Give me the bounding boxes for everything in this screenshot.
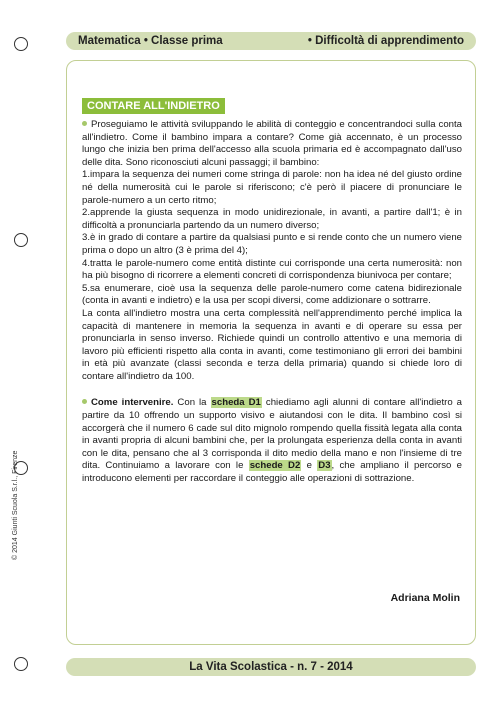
bullet-icon: [82, 121, 87, 126]
binder-hole: [14, 37, 28, 51]
paragraph: 3.è in grado di contare a partire da qualsiasi punto e si rende conto che un numero viene prima o dopo un altro (3 è prima del 4);: [82, 232, 462, 256]
paragraph: 2.apprende la giusta sequenza in modo unidirezionale, in avanti, a partire dall'1; è in difficoltà a pronunciarla partendo da un numero diverso;: [82, 207, 462, 231]
paragraph: 1.impara la sequenza dei numeri come stringa di parole: non ha idea né del giusto ordine né della numerosità cui le parole si riferiscono; c'è però il piacere di pronunciare le parole-numero a un certo ritmo;: [82, 169, 462, 206]
bullet-icon: [82, 399, 87, 404]
card-reference: D3: [318, 460, 331, 472]
card-reference: scheda D1: [211, 397, 261, 409]
copyright-notice: © 2014 Giunti Scuola S.r.l., Firenze: [12, 450, 19, 560]
paragraph: 5.sa enumerare, cioè usa la sequenza delle parole-numero come catena bidirezionale (conta in avanti e indietro) e la usa per scopi diversi, come addizionare o sottrarre.: [82, 282, 462, 307]
section-title: CONTARE ALL'INDIETRO: [82, 98, 225, 114]
intervene-paragraph: Come intervenire. Con la scheda D1 chiediamo agli alunni di contare all'indietro a partire da 10 offrendo un supporto visivo e aiutandosi con le dita. Il bambino così si accorgerà che il numero 6 cade sul dito mignolo rompendo quella fissità legata alla conta in avanti propria di alcuni bambini che, per la prolungata esperienza della conta in avanti con le dita, pensano che al 3 corrisponda il dito medio della mano e non l'insieme di tre dita. Continuiamo a lavorare con le schede D2 e D3, che ampliano il percorso e introducono elementi per raccordare il conteggio alle operazioni di sottrazione.: [82, 397, 463, 485]
page-footer: La Vita Scolastica - n. 7 - 2014: [66, 658, 476, 676]
article-body: [82, 119, 462, 486]
paragraph: Proseguiamo le attività sviluppando le abilità di conteggio e concentrandoci sulla conta all'indietro. Come il bambino impara a contare? Come già accennato, è un processo lungo che inizia ben prima dell'accesso alla scuola primaria ed è accompagnato dall'uso delle dita. Sono riconosciuti alcuni passaggi; il bambino:: [82, 119, 462, 168]
paragraph: La conta all'indietro mostra una certa complessità nell'apprendimento perché implica la capacità di mantenere in memoria la sequenza in avanti e di operare su essa per pronunciarla in senso inverso. Richiede quindi un controllo attentivo e una memoria di lavoro più efficienti rispetto alla conta in avanti, come testimoniano gli errori dei bambini in età più avanzate (classi seconda e terza della primaria) quando si chiede loro di contare all'indietro da 100.: [82, 307, 462, 382]
header-subject: Matematica • Classe prima: [78, 35, 223, 47]
intervene-lead: Come intervenire.: [91, 397, 174, 409]
header-topic: • Difficoltà di apprendimento: [307, 35, 464, 47]
author-signature: Adriana Molin: [390, 592, 460, 604]
paragraph: 4.tratta le parole-numero come entità distinte cui corrisponde una certa numerosità: non ha più bisogno di ricorrere a elementi concreti di corrispondenza biunivoca per contare;: [82, 257, 462, 282]
binder-hole: [14, 233, 28, 247]
page-header: [66, 32, 476, 50]
card-reference: schede D2: [249, 460, 301, 472]
binder-hole: [14, 657, 28, 671]
